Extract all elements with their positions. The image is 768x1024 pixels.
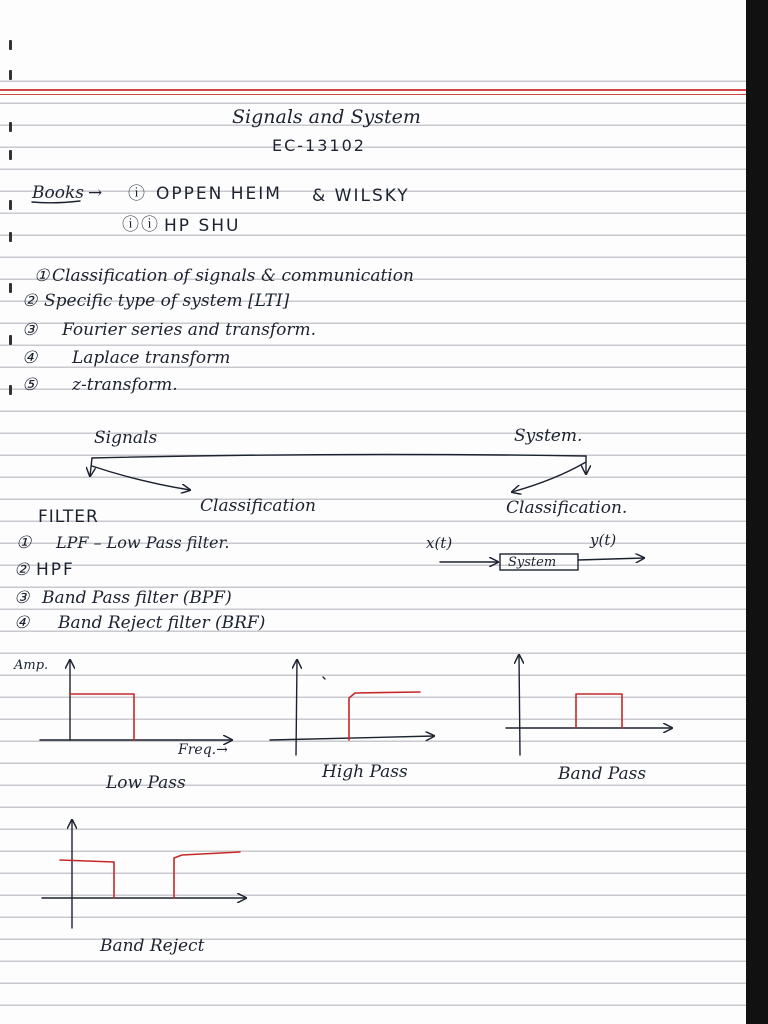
system-output-label: y(t)	[590, 531, 617, 549]
book-2-marker: ⓘⓘ	[122, 215, 160, 235]
filter-1-marker: ①	[16, 533, 32, 553]
caption-band-reject: Band Reject	[100, 936, 205, 956]
tree-bracket-line	[92, 454, 586, 458]
bandpass-response-curve	[576, 694, 622, 728]
topic-4-marker: ④	[22, 348, 38, 368]
highpass-y-axis	[296, 660, 297, 755]
system-input-label: x(t)	[426, 534, 453, 552]
lowpass-response-curve	[70, 694, 134, 740]
caption-band-pass: Band Pass	[558, 764, 647, 784]
filter-heading: FILTER	[38, 507, 99, 527]
book-2-title: HP SHU	[164, 216, 241, 236]
topic-3-marker: ③	[22, 320, 38, 340]
tree-right-branch-arrow	[512, 462, 586, 492]
tree-signals-label: Signals	[94, 428, 158, 448]
amp-axis-label: Amp.	[14, 658, 49, 673]
topic-3-text: Fourier series and transform.	[62, 320, 317, 340]
topic-4-text: Laplace transform	[72, 348, 231, 368]
freq-axis-label: Freq.→	[178, 742, 228, 758]
filter-3-marker: ③	[14, 588, 30, 608]
topic-2-text: Specific type of system [LTI]	[44, 291, 290, 311]
filter-1-text: LPF – Low Pass filter.	[56, 533, 230, 552]
course-code: EC-13102	[272, 136, 366, 155]
system-output-arrow	[578, 558, 644, 560]
book-1-title: OPPEN HEIM	[156, 184, 282, 204]
topic-2-marker: ②	[22, 291, 38, 311]
highpass-x-axis	[270, 736, 434, 740]
bandpass-y-axis	[519, 655, 520, 755]
bandreject-low-segment	[60, 860, 114, 898]
books-label: Books	[32, 183, 84, 203]
highpass-response-curve	[349, 692, 420, 740]
filter-4-marker: ④	[14, 613, 30, 633]
notes-title: Signals and System	[232, 106, 421, 128]
tree-signals-classification: Classification	[200, 496, 316, 516]
filter-4-text: Band Reject filter (BRF)	[58, 613, 266, 633]
topic-5-text: z-transform.	[72, 375, 178, 395]
tree-left-branch-arrow	[92, 466, 190, 490]
caption-low-pass: Low Pass	[106, 773, 186, 793]
books-underline	[32, 201, 80, 203]
books-arrow: →	[88, 183, 103, 203]
filter-3-text: Band Pass filter (BPF)	[42, 588, 232, 608]
tree-system-classification: Classification.	[506, 498, 628, 518]
book-1-coauthor: & WILSKY	[312, 186, 410, 206]
bandreject-high-segment	[174, 852, 240, 898]
filter-2-text: HPF	[36, 560, 75, 580]
book-1-marker: ⓘ	[128, 184, 147, 204]
system-block-box	[500, 554, 578, 570]
tree-system-label: System.	[514, 426, 583, 446]
topic-1-text: Classification of signals & communication	[52, 266, 414, 286]
topic-5-marker: ⑤	[22, 375, 38, 395]
system-block-label: System	[508, 555, 557, 570]
stray-ink-mark	[323, 677, 325, 679]
tree-left-drop-arrow	[90, 458, 92, 476]
filter-2-marker: ②	[14, 560, 30, 580]
topic-1-marker: ①	[34, 266, 50, 286]
caption-high-pass: High Pass	[322, 762, 408, 782]
